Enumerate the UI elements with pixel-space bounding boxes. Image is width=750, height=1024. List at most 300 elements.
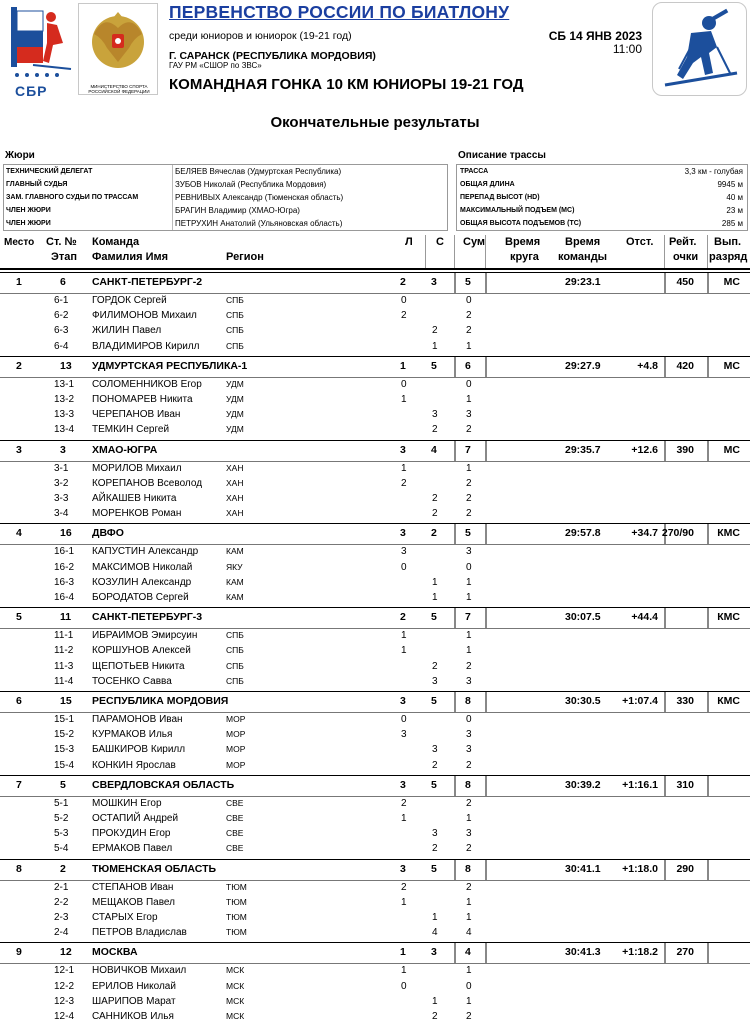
athlete-penalty-l: 1	[401, 645, 407, 657]
col-rank: Вып.	[714, 236, 742, 248]
jury-member: БЕЛЯЕВ Вячеслав (Удмуртская Республика)	[175, 167, 342, 176]
athlete-penalty-s: 2	[432, 325, 438, 337]
athlete-penalty-sum: 1	[466, 630, 472, 642]
athlete-row	[0, 758, 750, 773]
team-row	[0, 440, 750, 460]
team-place: 1	[16, 276, 22, 288]
biathlete-flag-icon	[3, 3, 75, 95]
athlete-penalty-l: 1	[401, 630, 407, 642]
team-penalty-sum: 4	[465, 946, 471, 959]
athlete-name: АЙКАШЕВ Никита	[92, 493, 177, 504]
athlete-row	[0, 575, 750, 590]
team-place: 7	[16, 778, 22, 791]
athlete-row	[0, 323, 750, 338]
athlete-penalty-sum: 0	[466, 714, 472, 725]
athlete-region: КАМ	[226, 576, 244, 587]
athlete-stage: 15-3	[54, 744, 75, 756]
athlete-name: ЖИЛИН Павел	[92, 325, 162, 337]
athlete-penalty-s: 1	[432, 592, 438, 603]
athlete-name: МОРИЛОВ Михаил	[92, 462, 182, 474]
athlete-row	[0, 1009, 750, 1024]
athlete-penalty-sum: 0	[466, 561, 472, 573]
athlete-penalty-sum: 3	[466, 546, 472, 558]
team-bib: 13	[60, 359, 72, 372]
team-penalty-l: 1	[400, 946, 406, 959]
athlete-penalty-sum: 2	[466, 1011, 472, 1022]
athlete-stage: 11-4	[54, 675, 74, 687]
jury-row	[4, 204, 447, 217]
team-place: 3	[16, 443, 22, 456]
team-bib: 16	[60, 527, 72, 540]
team-behind: +1:18.0	[622, 862, 658, 875]
athlete-row	[0, 712, 750, 727]
athlete-row	[0, 506, 750, 521]
athlete-region: УДМ	[226, 409, 244, 420]
athlete-penalty-l: 1	[401, 813, 407, 824]
athlete-name: КОЗУЛИН Александр	[92, 576, 192, 588]
athlete-name: КОРШУНОВ Алексей	[92, 645, 191, 657]
team-place: 9	[16, 946, 22, 959]
team-penalty-l: 3	[400, 443, 406, 456]
athlete-penalty-l: 1	[401, 462, 407, 474]
athlete-name: САННИКОВ Илья	[92, 1011, 174, 1022]
athlete-row	[0, 293, 750, 308]
team-rank: КМС	[717, 695, 740, 707]
team-time: 29:35.7	[565, 443, 601, 456]
athlete-region: СПБ	[226, 295, 244, 305]
athlete-region: СВЕ	[226, 828, 244, 839]
athlete-name: НОВИЧКОВ Михаил	[92, 965, 187, 977]
athlete-stage: 13-3	[54, 409, 75, 421]
athlete-stage: 13-2	[54, 394, 75, 405]
team-row	[0, 356, 750, 376]
athlete-penalty-l: 2	[401, 310, 407, 322]
athlete-region: ТЮМ	[226, 927, 247, 938]
athlete-name: ТОСЕНКО Савва	[92, 675, 172, 687]
athlete-row	[0, 994, 750, 1009]
team-penalty-sum: 5	[465, 527, 471, 540]
athlete-penalty-sum: 2	[466, 477, 472, 489]
athlete-region: МОР	[226, 744, 246, 755]
col-name: Фамилия Имя	[92, 251, 169, 263]
athlete-penalty-sum: 2	[466, 493, 472, 504]
athlete-penalty-sum: 2	[466, 797, 472, 809]
athlete-stage: 5-2	[54, 813, 69, 824]
athlete-penalty-sum: 2	[466, 660, 472, 672]
athlete-stage: 2-3	[54, 912, 69, 923]
athlete-penalty-l: 3	[401, 729, 407, 741]
team-penalty-sum: 6	[465, 359, 471, 372]
athlete-penalty-l: 1	[401, 896, 407, 908]
athlete-stage: 12-2	[54, 980, 75, 992]
team-points: 270	[676, 946, 694, 959]
athlete-penalty-sum: 2	[466, 881, 472, 893]
athlete-region: ХАН	[226, 493, 244, 503]
ministry-caption: МИНИСТЕРСТВО СПОРТА РОССИЙСКОЙ ФЕДЕРАЦИИ	[88, 84, 150, 94]
track-label: МАКСИМАЛЬНЫЙ ПОДЪЕМ (MC)	[460, 207, 575, 214]
athlete-penalty-sum: 0	[466, 980, 472, 992]
athlete-row	[0, 727, 750, 742]
team-penalty-l: 1	[400, 359, 406, 372]
event-time: 11:00	[612, 42, 642, 56]
athlete-stage: 3-1	[54, 462, 69, 474]
athlete-region: ХАН	[226, 477, 244, 488]
team-row	[0, 859, 750, 879]
athlete-row	[0, 826, 750, 841]
track-value: 285 м	[721, 219, 743, 228]
athlete-row	[0, 674, 750, 689]
col-team-time: Время	[565, 236, 601, 248]
athlete-penalty-sum: 1	[466, 912, 472, 923]
athlete-stage: 11-1	[54, 630, 74, 642]
athlete-stage: 11-2	[54, 645, 74, 657]
team-penalty-s: 5	[431, 862, 437, 875]
athlete-stage: 15-1	[54, 714, 75, 725]
jury-role: ТЕХНИЧЕСКИЙ ДЕЛЕГАТ	[6, 168, 93, 175]
col-team: Команда	[92, 236, 140, 248]
athlete-penalty-s: 2	[432, 493, 438, 504]
athlete-stage: 3-2	[54, 477, 69, 489]
team-penalty-l: 3	[400, 695, 406, 707]
athlete-row	[0, 491, 750, 506]
jury-row	[4, 217, 447, 230]
track-value: 3,3 км - голубая	[684, 167, 743, 176]
athlete-region: КАМ	[226, 546, 244, 557]
jury-heading: Жюри	[5, 150, 35, 161]
athlete-region: СПБ	[226, 630, 244, 641]
athlete-stage: 6-4	[54, 340, 69, 352]
team-penalty-s: 5	[431, 359, 437, 372]
athlete-stage: 13-4	[54, 424, 75, 436]
athlete-name: ПАРАМОНОВ Иван	[92, 714, 183, 725]
athlete-penalty-s: 1	[432, 912, 438, 923]
athlete-region: СПБ	[226, 645, 244, 656]
athlete-row	[0, 811, 750, 826]
athlete-penalty-s: 2	[432, 843, 438, 855]
team-place: 5	[16, 611, 22, 624]
athlete-name: ВЛАДИМИРОВ Кирилл	[92, 340, 200, 352]
athlete-region: ХАН	[226, 508, 244, 519]
athlete-name: ИБРАИМОВ Эмирсуин	[92, 630, 198, 642]
athlete-penalty-sum: 1	[466, 576, 472, 588]
athlete-stage: 12-3	[54, 995, 75, 1007]
athlete-penalty-s: 2	[432, 508, 438, 520]
athlete-stage: 6-3	[54, 325, 69, 337]
team-name: САНКТ-ПЕТЕРБУРГ-2	[92, 276, 203, 288]
athlete-row	[0, 476, 750, 491]
athlete-region: ХАН	[226, 462, 244, 473]
col-rating-2: очки	[673, 251, 699, 263]
athlete-row	[0, 742, 750, 757]
jury-role: ЗАМ. ГЛАВНОГО СУДЬИ ПО ТРАССАМ	[6, 194, 139, 201]
athlete-penalty-l: 2	[401, 797, 407, 809]
athlete-region: СВЕ	[226, 843, 244, 854]
ministry-logo	[78, 3, 158, 95]
athlete-penalty-sum: 0	[466, 295, 472, 306]
athlete-stage: 2-2	[54, 896, 69, 908]
athlete-row	[0, 979, 750, 994]
event-city: Г. САРАНСК (РЕСПУБЛИКА МОРДОВИЯ)	[169, 50, 376, 62]
team-behind: +44.4	[631, 611, 658, 624]
athlete-region: СПБ	[226, 340, 244, 351]
athlete-stage: 3-3	[54, 493, 69, 504]
athlete-name: ШАРИПОВ Марат	[92, 995, 176, 1007]
team-penalty-s: 4	[431, 443, 437, 456]
team-penalty-sum: 7	[465, 611, 471, 624]
athlete-region: МСК	[226, 1011, 245, 1021]
athlete-penalty-sum: 1	[466, 896, 472, 908]
athlete-region: МСК	[226, 965, 245, 976]
track-label: ПЕРЕПАД ВЫСОТ (HD)	[460, 194, 540, 201]
athlete-name: ПОНОМАРЕВ Никита	[92, 394, 193, 405]
athlete-region: СПБ	[226, 325, 244, 336]
athlete-row	[0, 392, 750, 407]
team-points: 330	[676, 695, 694, 707]
event-venue: ГАУ РМ «СШОР по ЗВС»	[169, 61, 262, 70]
athlete-penalty-sum: 1	[466, 645, 472, 657]
team-points: 310	[676, 778, 694, 791]
athlete-name: ТЕМКИН Сергей	[92, 424, 170, 436]
athlete-penalty-s: 3	[432, 744, 438, 756]
team-name: СВЕРДЛОВСКАЯ ОБЛАСТЬ	[92, 778, 235, 791]
team-row	[0, 523, 750, 543]
athlete-stage: 16-2	[54, 561, 75, 573]
results-title: Окончательные результаты	[270, 114, 480, 131]
jury-member: РЕВНИВЫХ Александр (Тюменская область)	[175, 193, 344, 202]
athlete-row	[0, 560, 750, 575]
athlete-penalty-sum: 1	[466, 965, 472, 977]
team-penalty-s: 2	[431, 527, 437, 540]
team-penalty-l: 3	[400, 778, 406, 791]
team-penalty-s: 5	[431, 611, 437, 624]
team-name: САНКТ-ПЕТЕРБУРГ-3	[92, 611, 203, 624]
skier-icon	[653, 3, 746, 95]
track-row	[457, 191, 747, 204]
athlete-name: БОРОДАТОВ Сергей	[92, 592, 189, 603]
team-rank: МС	[723, 443, 740, 456]
athlete-stage: 2-1	[54, 881, 69, 893]
athlete-stage: 15-4	[54, 759, 75, 771]
athlete-name: КУРМАКОВ Илья	[92, 729, 173, 741]
athlete-penalty-l: 0	[401, 980, 407, 992]
athlete-penalty-sum: 3	[466, 744, 472, 756]
team-points: 450	[676, 276, 694, 288]
athlete-name: МОШКИН Егор	[92, 797, 162, 809]
team-rank: КМС	[717, 527, 740, 540]
team-bib: 15	[60, 695, 72, 707]
athlete-name: МЕЩАКОВ Павел	[92, 896, 175, 908]
athlete-penalty-s: 2	[432, 759, 438, 771]
athlete-row	[0, 590, 750, 605]
athlete-stage: 13-1	[54, 378, 75, 390]
athlete-region: УДМ	[226, 424, 244, 435]
team-bib: 5	[60, 778, 66, 791]
athlete-stage: 16-4	[54, 592, 75, 603]
athlete-region: ТЮМ	[226, 912, 247, 922]
athlete-stage: 6-1	[54, 295, 69, 306]
athlete-row	[0, 659, 750, 674]
athlete-region: СВЕ	[226, 797, 244, 808]
track-heading: Описание трассы	[458, 150, 546, 161]
athlete-region: СПБ	[226, 660, 244, 671]
sbr-logo-text: СБР	[15, 83, 48, 99]
team-place: 4	[16, 527, 22, 540]
jury-role: ЧЛЕН ЖЮРИ	[6, 220, 51, 227]
athlete-row	[0, 628, 750, 643]
athlete-penalty-sum: 2	[466, 843, 472, 855]
athlete-row	[0, 895, 750, 910]
team-penalty-sum: 5	[465, 276, 471, 288]
col-sum: Сум	[463, 236, 486, 248]
athlete-name: ПЕТРОВ Владислав	[92, 927, 187, 939]
athlete-name: ЩЕПОТЬЕВ Никита	[92, 660, 185, 672]
team-penalty-sum: 8	[465, 695, 471, 707]
team-time: 30:30.5	[565, 695, 601, 707]
team-bib: 2	[60, 862, 66, 875]
athlete-penalty-sum: 2	[466, 310, 472, 322]
col-place: Место	[4, 237, 35, 248]
athlete-stage: 15-2	[54, 729, 75, 741]
athlete-name: ГОРДОК Сергей	[92, 295, 167, 306]
team-bib: 12	[60, 946, 72, 959]
athlete-penalty-l: 0	[401, 561, 407, 573]
athlete-stage: 2-4	[54, 927, 69, 939]
athlete-name: МОРЕНКОВ Роман	[92, 508, 182, 520]
jury-row	[4, 165, 447, 178]
athlete-name: ПРОКУДИН Егор	[92, 828, 171, 840]
track-row	[457, 217, 747, 230]
athlete-penalty-s: 3	[432, 675, 438, 687]
athlete-penalty-l: 2	[401, 477, 407, 489]
athlete-penalty-l: 2	[401, 881, 407, 893]
jury-member: ПЕТРУХИН Анатолий (Ульяновская область)	[175, 219, 343, 228]
col-team-time-2: команды	[558, 251, 608, 263]
track-row	[457, 204, 747, 217]
team-time: 29:23.1	[565, 276, 601, 288]
team-penalty-s: 3	[431, 946, 437, 959]
athlete-stage: 12-4	[54, 1011, 75, 1022]
team-time: 29:57.8	[565, 527, 601, 540]
team-behind: +34.7	[631, 527, 658, 540]
athlete-penalty-s: 1	[432, 576, 438, 588]
team-penalty-sum: 8	[465, 778, 471, 791]
team-rank: МС	[723, 359, 740, 372]
athlete-stage: 5-3	[54, 828, 69, 840]
team-bib: 11	[60, 611, 72, 624]
athlete-region: МСК	[226, 995, 245, 1006]
athlete-stage: 16-3	[54, 576, 75, 588]
athlete-penalty-sum: 1	[466, 462, 472, 474]
athlete-row	[0, 422, 750, 437]
team-penalty-sum: 7	[465, 443, 471, 456]
athlete-name: ОСТАПИЙ Андрей	[92, 813, 179, 824]
track-row	[457, 178, 747, 191]
athlete-penalty-l: 0	[401, 295, 407, 306]
team-behind: +12.6	[631, 443, 658, 456]
col-s: С	[436, 236, 444, 248]
eagle-emblem-icon	[79, 4, 157, 82]
athlete-penalty-sum: 2	[466, 759, 472, 771]
team-points: 290	[676, 862, 694, 875]
jury-member: БРАГИН Владимир (ХМАО-Югра)	[175, 206, 300, 215]
athlete-row	[0, 796, 750, 811]
athlete-name: ЕРМАКОВ Павел	[92, 843, 173, 855]
athlete-name: ЧЕРЕПАНОВ Иван	[92, 409, 181, 421]
athlete-row	[0, 643, 750, 658]
athlete-region: КАМ	[226, 592, 244, 602]
athlete-penalty-sum: 1	[466, 995, 472, 1007]
team-place: 8	[16, 862, 22, 875]
athlete-row	[0, 461, 750, 476]
athlete-region: СВЕ	[226, 813, 244, 823]
athlete-penalty-s: 1	[432, 340, 438, 352]
team-place: 2	[16, 359, 22, 372]
team-time: 29:27.9	[565, 359, 601, 372]
athlete-row	[0, 407, 750, 422]
athlete-penalty-s: 3	[432, 409, 438, 421]
team-name: РЕСПУБЛИКА МОРДОВИЯ	[92, 695, 229, 707]
athlete-region: МСК	[226, 980, 245, 991]
team-time: 30:07.5	[565, 611, 601, 624]
biathlon-logo	[652, 2, 747, 96]
athlete-row	[0, 377, 750, 392]
athlete-region: ТЮМ	[226, 881, 247, 892]
athlete-region: МОР	[226, 729, 246, 740]
track-value: 23 м	[726, 206, 743, 215]
category-subtitle: среди юниоров и юниорок (19-21 год)	[169, 30, 352, 42]
athlete-region: УДМ	[226, 394, 244, 404]
athlete-name: СТАРЫХ Егор	[92, 912, 158, 923]
track-label: ОБЩАЯ ВЫСОТА ПОДЪЕМОВ (TC)	[460, 220, 582, 227]
athlete-stage: 16-1	[54, 546, 75, 558]
athlete-stage: 5-1	[54, 797, 69, 809]
sbr-logo	[3, 3, 75, 99]
athlete-name: СОЛОМЕННИКОВ Егор	[92, 378, 202, 390]
team-place: 6	[16, 695, 22, 707]
athlete-row	[0, 880, 750, 895]
team-rank: МС	[723, 276, 740, 288]
track-value: 40 м	[726, 193, 743, 202]
col-st-no: Ст. №	[46, 236, 77, 248]
jury-row	[4, 191, 447, 204]
athlete-penalty-sum: 4	[466, 927, 472, 939]
athlete-stage: 3-4	[54, 508, 69, 520]
jury-member: ЗУБОВ Николай (Республика Мордовия)	[175, 180, 327, 189]
athlete-name: БАШКИРОВ Кирилл	[92, 744, 186, 756]
col-rating: Рейт.	[669, 236, 697, 248]
athlete-penalty-sum: 1	[466, 592, 472, 603]
athlete-stage: 6-2	[54, 310, 69, 322]
team-penalty-l: 3	[400, 862, 406, 875]
athlete-penalty-l: 0	[401, 378, 407, 390]
athlete-row	[0, 339, 750, 354]
athlete-region: СПБ	[226, 675, 244, 686]
athlete-region: УДМ	[226, 378, 244, 389]
athlete-penalty-s: 2	[432, 424, 438, 436]
athlete-penalty-sum: 1	[466, 394, 472, 405]
team-row	[0, 775, 750, 795]
team-points: 270/90	[661, 527, 694, 540]
team-behind: +1:18.2	[622, 946, 658, 959]
team-penalty-l: 2	[400, 611, 406, 624]
athlete-name: КОРЕПАНОВ Всеволод	[92, 477, 203, 489]
col-lap-time: Время	[505, 236, 541, 248]
athlete-penalty-sum: 3	[466, 828, 472, 840]
athlete-penalty-sum: 2	[466, 508, 472, 520]
team-time: 30:41.3	[565, 946, 601, 959]
athlete-stage: 12-1	[54, 965, 75, 977]
athlete-region: МОР	[226, 759, 246, 770]
